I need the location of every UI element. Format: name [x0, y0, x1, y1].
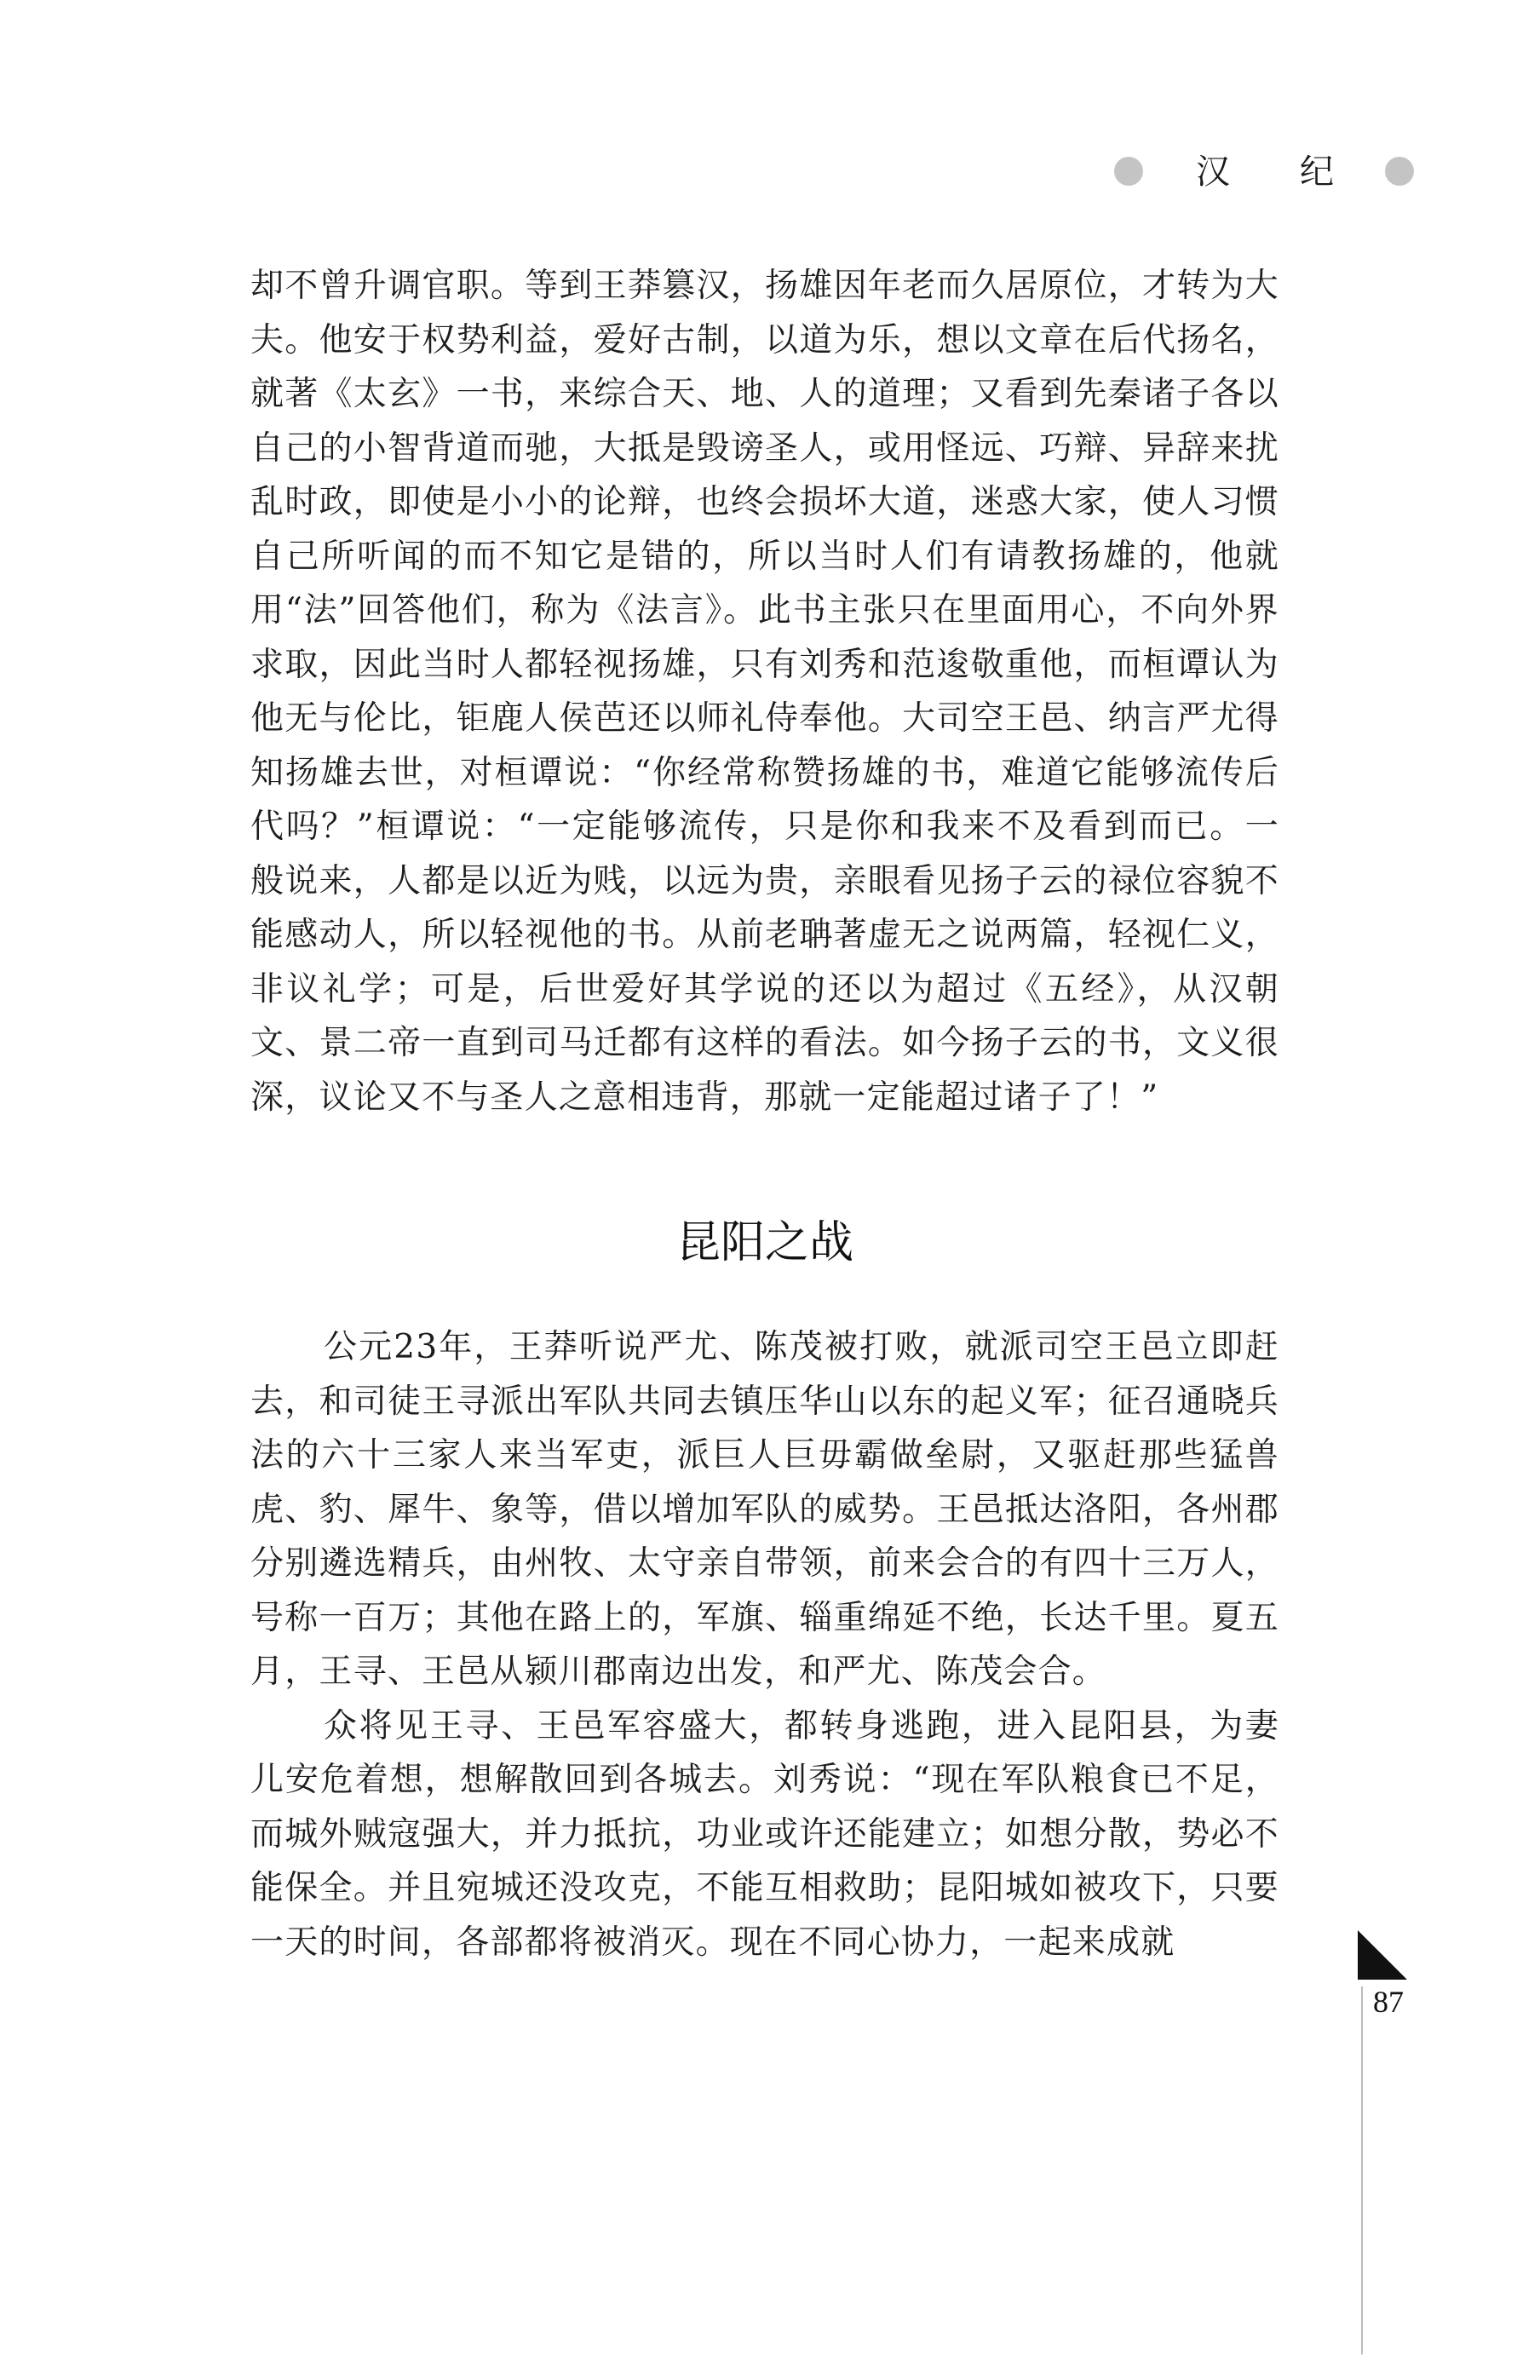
- right-dot-icon: [1385, 157, 1414, 186]
- body-paragraph: 众将见王寻、王邑军容盛大，都转身逃跑，进入昆阳县，为妻儿安危着想，想解散回到各城去。刘秀说：“现在军队粮食已不足，而城外贼寇强大，并力抵抗，功业或许还能建立；如想分散，势必不能保全。并且宛城还没攻克，不能互相救助；昆阳城如被攻下，只要一天的时间，各部都将被消灭。现在不同心协力，一起来成就: [250, 1706, 1279, 1962]
- running-head: [1114, 147, 1421, 198]
- margin-rule: [1361, 1986, 1363, 2354]
- page-marker-triangle-icon: [1358, 1930, 1407, 1980]
- section-text-block: [250, 1320, 1279, 1969]
- continued-text-block: [250, 259, 1279, 1124]
- section-title: 昆阳之战: [675, 1217, 853, 1268]
- running-head-char-1: 汉: [1196, 152, 1230, 192]
- body-paragraph: 公元23年，王莽听说严尤、陈茂被打败，就派司空王邑立即赶去，和司徒王寻派出军队共同去镇压华山以东的起义军；征召通晓兵法的六十三家人来当军吏，派巨人巨毋霸做垒尉，又驱赶那些猛兽虎、豹、犀牛、象等，借以增加军队的威势。王邑抵达洛阳，各州郡分别遴选精兵，由州牧、太守亲自带领，前来会合的有四十三万人，号称一百万；其他在路上的，军旗、辎重绵延不绝，长达千里。夏五月，王寻、王邑从颍川郡南边出发，和严尤、陈茂会合。: [250, 1328, 1279, 1691]
- running-head-char-2: 纪: [1300, 152, 1334, 192]
- body-paragraph: 却不曾升调官职。等到王莽篡汉，扬雄因年老而久居原位，才转为大夫。他安于权势利益，爱好古制，以道为乐，想以文章在后代扬名，就著《太玄》一书，来综合天、地、人的道理；又看到先秦诸子各以自己的小智背道而驰，大抵是毁谤圣人，或用怪远、巧辩、异辞来扰乱时政，即使是小小的论辩，也终会损坏大道，迷惑大家，使人习惯自己所听闻的而不知它是错的，所以当时人们有请教扬雄的，他就用“法”回答他们，称为《法言》。此书主张只在里面用心，不向外界求取，因此当时人都轻视扬雄，只有刘秀和范逡敬重他，而桓谭认为他无与伦比，钜鹿人侯芭还以师礼侍奉他。大司空王邑、纳言严尤得知扬雄去世，对桓谭说：“你经常称赞扬雄的书，难道它能够流传后代吗？”桓谭说：“一定能够流传，只是你和我来不及看到而已。一般说来，人都是以近为贱，以远为贵，亲眼看见扬子云的禄位容貌不能感动人，所以轻视他的书。从前老聃著虚无之说两篇，轻视仁义，非议礼学；可是，后世爱好其学说的还以为超过《五经》，从汉朝文、景二帝一直到司马迁都有这样的看法。如今扬子云的书，文义很深，议论又不与圣人之意相违背，那就一定能超过诸子了！”: [250, 267, 1279, 1117]
- page-number: 87: [1373, 1985, 1404, 2019]
- left-dot-icon: [1114, 157, 1143, 186]
